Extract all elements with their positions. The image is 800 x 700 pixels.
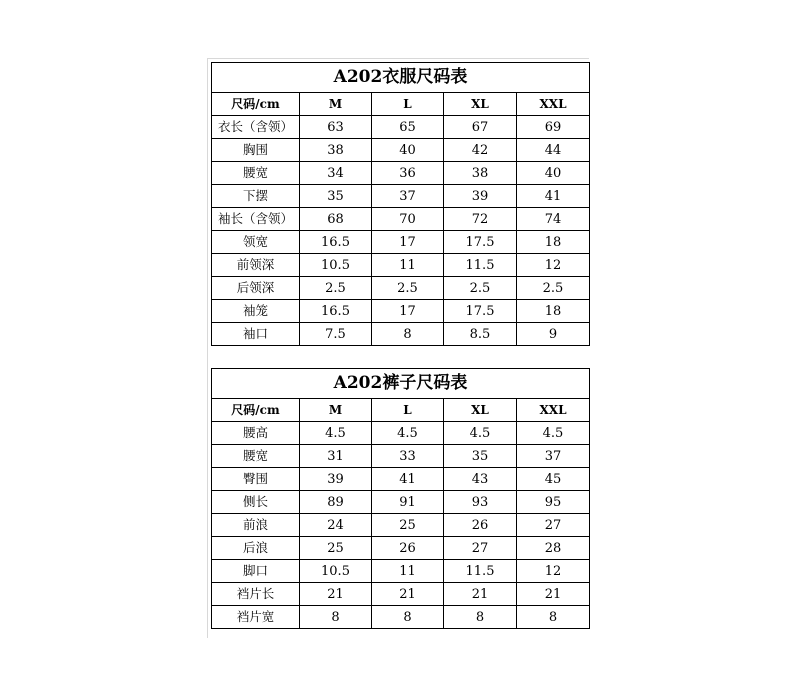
measurement-label: 裆片长 bbox=[212, 583, 300, 606]
measurement-value: 2.5 bbox=[517, 277, 590, 300]
measurement-value: 40 bbox=[517, 162, 590, 185]
measurement-value: 2.5 bbox=[444, 277, 517, 300]
measurement-value: 36 bbox=[372, 162, 444, 185]
measurement-value: 38 bbox=[444, 162, 517, 185]
measurement-value: 16.5 bbox=[300, 231, 372, 254]
table-row bbox=[212, 468, 590, 491]
table-row bbox=[212, 583, 590, 606]
measurement-value: 18 bbox=[517, 300, 590, 323]
measurement-value: 2.5 bbox=[372, 277, 444, 300]
measurement-value: 37 bbox=[372, 185, 444, 208]
size-column-header: XXL bbox=[517, 93, 590, 116]
measurement-label: 领宽 bbox=[212, 231, 300, 254]
measurement-value: 31 bbox=[300, 445, 372, 468]
measurement-value: 8 bbox=[444, 606, 517, 629]
measurement-value: 21 bbox=[300, 583, 372, 606]
measurement-value: 74 bbox=[517, 208, 590, 231]
table-row bbox=[212, 254, 590, 277]
measurement-value: 41 bbox=[372, 468, 444, 491]
measurement-value: 44 bbox=[517, 139, 590, 162]
table-row bbox=[212, 139, 590, 162]
measurement-value: 70 bbox=[372, 208, 444, 231]
size-column-header: XXL bbox=[517, 399, 590, 422]
measurement-label: 脚口 bbox=[212, 560, 300, 583]
table-row bbox=[212, 560, 590, 583]
table-row bbox=[212, 323, 590, 346]
measurement-value: 35 bbox=[444, 445, 517, 468]
measurement-value: 72 bbox=[444, 208, 517, 231]
table-row bbox=[212, 300, 590, 323]
measurement-value: 26 bbox=[372, 537, 444, 560]
measurement-label: 腰宽 bbox=[212, 445, 300, 468]
table-row bbox=[212, 537, 590, 560]
measurement-label: 腰宽 bbox=[212, 162, 300, 185]
table-row bbox=[212, 514, 590, 537]
size-column-header: XL bbox=[444, 399, 517, 422]
measurement-value: 65 bbox=[372, 116, 444, 139]
measurement-value: 63 bbox=[300, 116, 372, 139]
size-column-header: M bbox=[300, 399, 372, 422]
table-row bbox=[212, 491, 590, 514]
measurement-value: 41 bbox=[517, 185, 590, 208]
table-row bbox=[212, 606, 590, 629]
measurement-label: 后领深 bbox=[212, 277, 300, 300]
measurement-label: 袖口 bbox=[212, 323, 300, 346]
table-header-row bbox=[212, 93, 590, 116]
measurement-value: 24 bbox=[300, 514, 372, 537]
page-boundary-line bbox=[207, 58, 589, 59]
measurement-value: 17.5 bbox=[444, 231, 517, 254]
table-title: A202裤子尺码表 bbox=[212, 369, 590, 399]
measurement-value: 68 bbox=[300, 208, 372, 231]
measurement-value: 8.5 bbox=[444, 323, 517, 346]
measurement-value: 4.5 bbox=[444, 422, 517, 445]
measurement-value: 35 bbox=[300, 185, 372, 208]
measurement-value: 16.5 bbox=[300, 300, 372, 323]
measurement-value: 26 bbox=[444, 514, 517, 537]
measurement-label: 袖笼 bbox=[212, 300, 300, 323]
measurement-value: 7.5 bbox=[300, 323, 372, 346]
table-row bbox=[212, 185, 590, 208]
table-row bbox=[212, 116, 590, 139]
measurement-value: 93 bbox=[444, 491, 517, 514]
table-row bbox=[212, 208, 590, 231]
measurement-value: 17.5 bbox=[444, 300, 517, 323]
measurement-label: 裆片宽 bbox=[212, 606, 300, 629]
table-title: A202衣服尺码表 bbox=[212, 63, 590, 93]
size-column-header: L bbox=[372, 399, 444, 422]
size-column-header: L bbox=[372, 93, 444, 116]
measurement-value: 69 bbox=[517, 116, 590, 139]
measurement-value: 8 bbox=[372, 323, 444, 346]
measurement-label: 袖长（含领） bbox=[212, 208, 300, 231]
table-title-row bbox=[212, 369, 590, 399]
table-row bbox=[212, 277, 590, 300]
measurement-value: 10.5 bbox=[300, 254, 372, 277]
size-unit-header: 尺码/cm bbox=[212, 93, 300, 116]
measurement-value: 8 bbox=[372, 606, 444, 629]
measurement-value: 11 bbox=[372, 254, 444, 277]
measurement-value: 12 bbox=[517, 254, 590, 277]
measurement-value: 27 bbox=[444, 537, 517, 560]
measurement-value: 8 bbox=[300, 606, 372, 629]
measurement-value: 4.5 bbox=[300, 422, 372, 445]
measurement-value: 21 bbox=[444, 583, 517, 606]
measurement-value: 9 bbox=[517, 323, 590, 346]
measurement-label: 胸围 bbox=[212, 139, 300, 162]
measurement-value: 91 bbox=[372, 491, 444, 514]
size-column-header: XL bbox=[444, 93, 517, 116]
table-row bbox=[212, 445, 590, 468]
measurement-value: 17 bbox=[372, 300, 444, 323]
measurement-value: 43 bbox=[444, 468, 517, 491]
measurement-value: 4.5 bbox=[517, 422, 590, 445]
size-column-header: M bbox=[300, 93, 372, 116]
size-unit-header: 尺码/cm bbox=[212, 399, 300, 422]
measurement-value: 25 bbox=[300, 537, 372, 560]
measurement-label: 侧长 bbox=[212, 491, 300, 514]
measurement-value: 39 bbox=[300, 468, 372, 491]
measurement-value: 4.5 bbox=[372, 422, 444, 445]
measurement-label: 下摆 bbox=[212, 185, 300, 208]
measurement-value: 42 bbox=[444, 139, 517, 162]
measurement-value: 40 bbox=[372, 139, 444, 162]
table-row bbox=[212, 162, 590, 185]
measurement-value: 89 bbox=[300, 491, 372, 514]
measurement-label: 后浪 bbox=[212, 537, 300, 560]
measurement-value: 17 bbox=[372, 231, 444, 254]
measurement-label: 前领深 bbox=[212, 254, 300, 277]
table-row bbox=[212, 231, 590, 254]
table-title-row bbox=[212, 63, 590, 93]
measurement-value: 33 bbox=[372, 445, 444, 468]
measurement-value: 38 bbox=[300, 139, 372, 162]
measurement-value: 67 bbox=[444, 116, 517, 139]
measurement-value: 27 bbox=[517, 514, 590, 537]
measurement-label: 臀围 bbox=[212, 468, 300, 491]
measurement-value: 18 bbox=[517, 231, 590, 254]
measurement-value: 45 bbox=[517, 468, 590, 491]
measurement-label: 前浪 bbox=[212, 514, 300, 537]
measurement-value: 2.5 bbox=[300, 277, 372, 300]
measurement-value: 8 bbox=[517, 606, 590, 629]
measurement-label: 腰高 bbox=[212, 422, 300, 445]
measurement-value: 11.5 bbox=[444, 560, 517, 583]
pants-size-table bbox=[211, 368, 590, 629]
top-size-table bbox=[211, 62, 590, 346]
measurement-value: 34 bbox=[300, 162, 372, 185]
measurement-value: 39 bbox=[444, 185, 517, 208]
measurement-value: 95 bbox=[517, 491, 590, 514]
measurement-value: 28 bbox=[517, 537, 590, 560]
page-boundary-line bbox=[207, 58, 208, 638]
measurement-value: 10.5 bbox=[300, 560, 372, 583]
measurement-label: 衣长（含领） bbox=[212, 116, 300, 139]
measurement-value: 21 bbox=[517, 583, 590, 606]
measurement-value: 25 bbox=[372, 514, 444, 537]
table-row bbox=[212, 422, 590, 445]
measurement-value: 12 bbox=[517, 560, 590, 583]
measurement-value: 37 bbox=[517, 445, 590, 468]
measurement-value: 11 bbox=[372, 560, 444, 583]
measurement-value: 21 bbox=[372, 583, 444, 606]
table-header-row bbox=[212, 399, 590, 422]
measurement-value: 11.5 bbox=[444, 254, 517, 277]
